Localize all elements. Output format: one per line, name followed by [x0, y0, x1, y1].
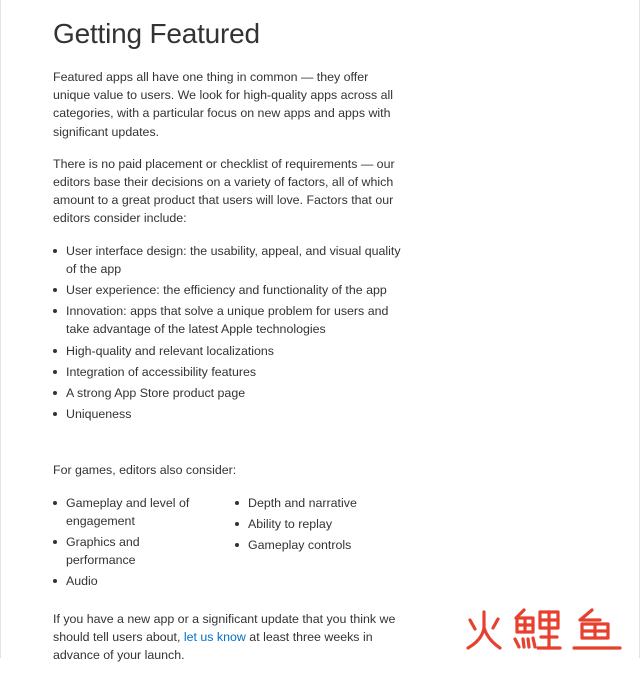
games-item: Graphics and performance: [53, 533, 196, 569]
factor-item: Innovation: apps that solve a unique problem for users and take advantage of the latest Apple technologies: [53, 302, 403, 338]
intro-paragraph: Featured apps all have one thing in common — they offer unique value to users. We look for high-quality apps across all categories, with a particular focus on new apps and apps with significant updates.: [53, 70, 394, 139]
games-list-right: [235, 494, 405, 594]
let-us-know-link[interactable]: let us know: [183, 629, 246, 644]
closing-text-before: If you have a new app or a significant update that you think we should tell users about,: [53, 611, 396, 644]
watermark-logo: [462, 606, 632, 652]
factor-item: User interface design: the usability, appeal, and visual quality of the app: [53, 242, 403, 278]
games-list-left: [53, 494, 235, 594]
games-item: Audio: [53, 572, 196, 590]
games-item: Gameplay and level of engagement: [53, 494, 196, 530]
factor-item: High-quality and relevant localizations: [53, 342, 403, 360]
factor-item: A strong App Store product page: [53, 384, 403, 402]
closing-text-after: at least three weeks in advance of your launch.: [53, 629, 373, 663]
games-item: Gameplay controls: [235, 536, 405, 554]
factor-item: Integration of accessibility features: [53, 363, 403, 381]
factors-list: [53, 242, 403, 424]
article: [53, 14, 403, 678]
games-intro: For games, editors also consider:: [53, 463, 237, 478]
games-item: Depth and narrative: [235, 494, 405, 512]
games-criteria: [53, 494, 413, 594]
page-title: Getting Featured: [53, 18, 260, 49]
factor-item: User experience: the efficiency and functionality of the app: [53, 281, 403, 299]
closing-paragraph: [53, 610, 403, 665]
criteria-paragraph: There is no paid placement or checklist of requirements — our editors base their decisions on a variety of factors, all of which amount to a great product that users will love. Factors that our editors consider include:: [53, 156, 395, 226]
games-item: Ability to replay: [235, 515, 405, 533]
factor-item: Uniqueness: [53, 405, 403, 423]
